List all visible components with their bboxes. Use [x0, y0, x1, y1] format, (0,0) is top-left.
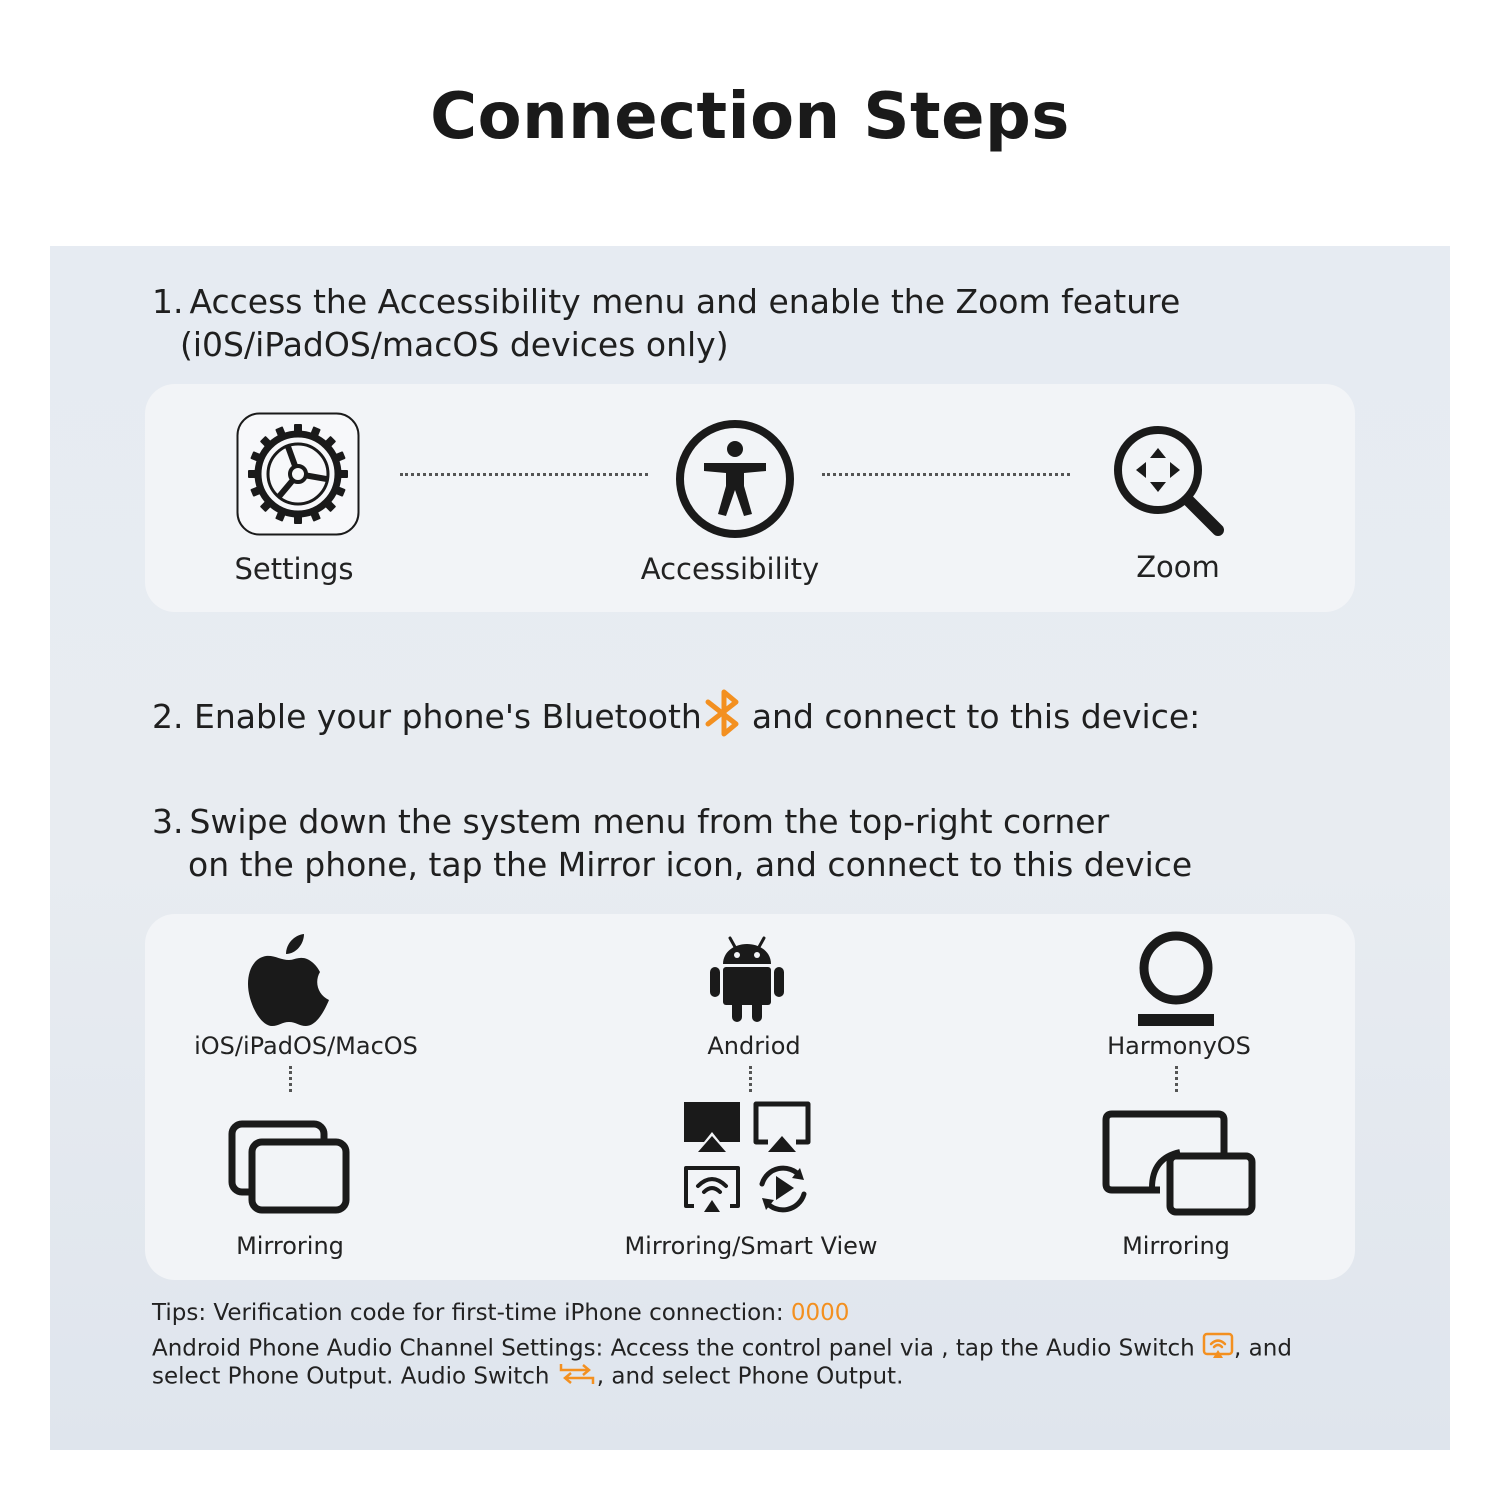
step-2-number: 2. — [152, 697, 184, 736]
connector-dots-1 — [400, 473, 648, 476]
step-1-text — [152, 280, 1180, 324]
android-connector — [749, 1066, 752, 1092]
step-3-line-2-wrap — [188, 843, 1192, 887]
screen-mirroring-icon — [228, 1120, 350, 1214]
cast-icons — [680, 1098, 814, 1216]
tips-line-3 — [152, 1360, 903, 1394]
zoom-icon — [1110, 422, 1228, 540]
harmonyos-mirror-label: Mirroring — [1122, 1232, 1230, 1260]
apple-icon — [246, 930, 332, 1030]
verification-code: 0000 — [790, 1300, 850, 1326]
step-3-line-2: on the phone, tap the Mirror icon, and connect to this device — [188, 845, 1193, 884]
harmonyos-label: HarmonyOS — [1107, 1032, 1251, 1060]
zoom-label: Zoom — [1136, 550, 1220, 584]
tips-line-3-b: , and select Phone Output. — [596, 1363, 904, 1390]
step-2-after: and connect to this device: — [751, 697, 1201, 736]
accessibility-label: Accessibility — [640, 552, 820, 586]
ios-connector — [289, 1066, 292, 1092]
ios-label: iOS/iPadOS/MacOS — [194, 1032, 418, 1060]
step-3-text — [152, 800, 1109, 844]
gear-icon — [236, 412, 360, 536]
tips-prefix: Tips: Verification code for first-time iPhone connection: — [152, 1300, 791, 1326]
step-3-number: 3. — [152, 802, 184, 841]
android-label: Andriod — [707, 1032, 801, 1060]
step-1-line-1: Access the Accessibility menu and enable the Zoom feature — [189, 282, 1181, 321]
step-1-line-2: (i0S/iPadOS/macOS devices only) — [180, 325, 729, 364]
bluetooth-icon — [704, 688, 748, 749]
step-2-before: Enable your phone's Bluetooth — [194, 697, 702, 736]
tips-line-1 — [152, 1300, 849, 1326]
audio-switch-icon — [1202, 1332, 1234, 1366]
android-mirror-label: Mirroring/Smart View — [624, 1232, 878, 1260]
audio-switch-arrows-icon — [557, 1360, 597, 1394]
tips-line-3-a: select Phone Output. Audio Switch — [152, 1363, 550, 1390]
step-1-number: 1. — [152, 282, 184, 321]
tips-line-2-a: Android Phone Audio Channel Settings: Access the control panel via , tap the Audio Switch — [152, 1335, 1195, 1362]
step-3-line-1: Swipe down the system menu from the top-right corner — [189, 802, 1110, 841]
harmonyos-connector — [1175, 1066, 1178, 1092]
connector-dots-2 — [822, 473, 1070, 476]
step-2-text — [152, 688, 1200, 749]
accessibility-icon — [674, 418, 796, 540]
harmonyos-icon — [1136, 928, 1216, 1028]
ios-mirror-label: Mirroring — [236, 1232, 344, 1260]
multi-screen-icon — [1100, 1108, 1258, 1218]
android-icon — [708, 936, 786, 1022]
tips-line-2-b: , and — [1234, 1335, 1292, 1362]
settings-label: Settings — [234, 552, 354, 586]
step-1-line-2-wrap — [180, 323, 729, 367]
page-title: Connection Steps — [430, 80, 1070, 154]
